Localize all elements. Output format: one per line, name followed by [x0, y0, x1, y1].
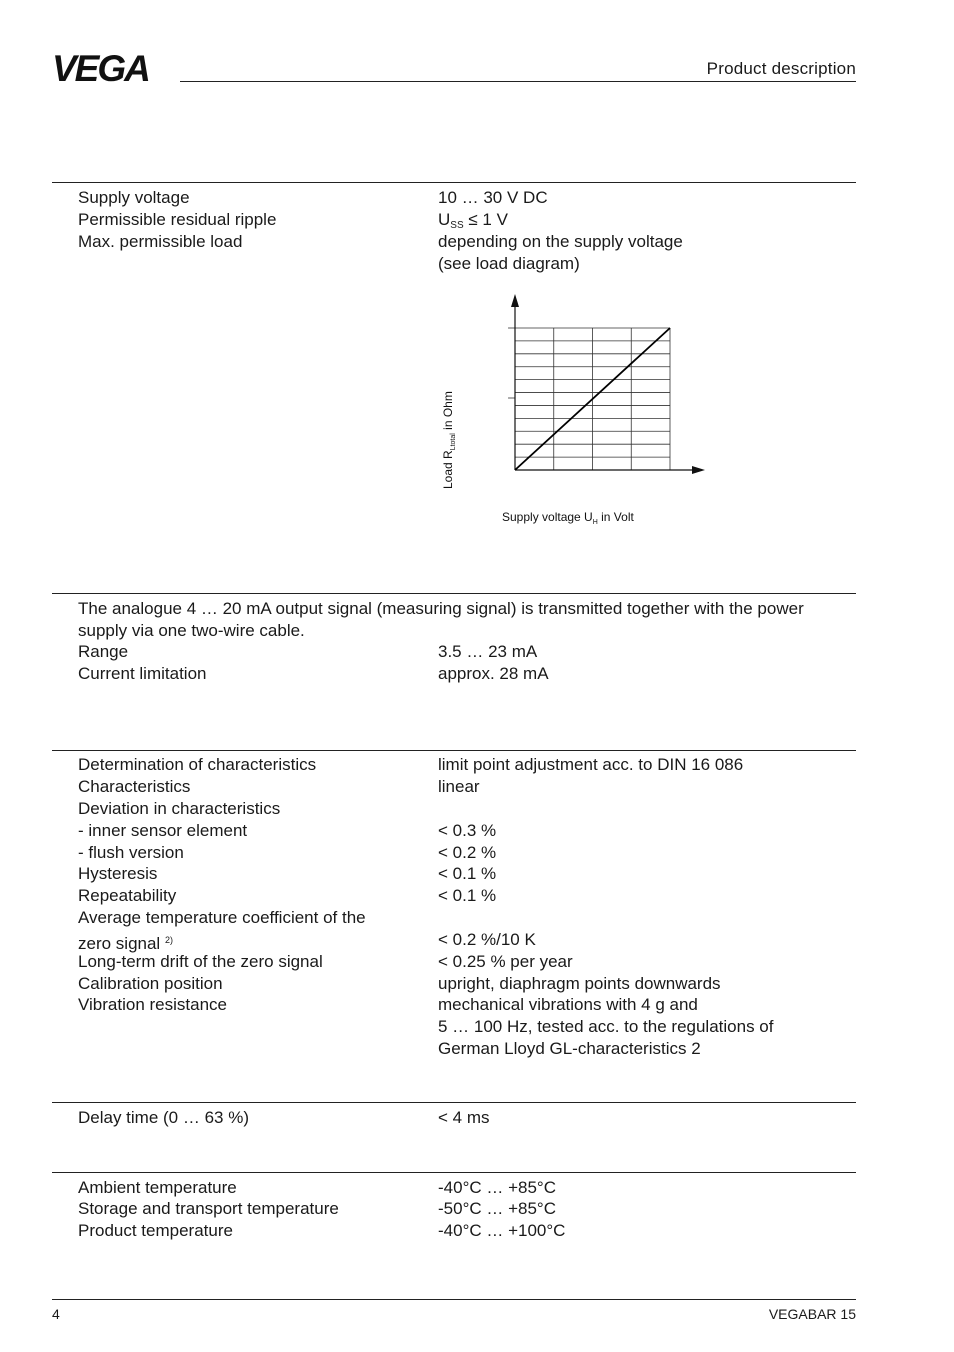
spec-row	[78, 907, 858, 929]
page-number: 4	[52, 1306, 60, 1322]
x-axis-arrow	[692, 466, 705, 474]
spec-row	[78, 209, 858, 231]
spec-value: 3.5 … 23 mA	[438, 642, 538, 661]
spec-label: Calibration position	[78, 974, 223, 993]
spec-row	[78, 885, 858, 907]
spec-label: Product temperature	[78, 1221, 233, 1240]
spec-value: < 4 ms	[438, 1108, 490, 1127]
footer-rule	[52, 1299, 856, 1300]
spec-label: Average temperature coefficient of the	[78, 908, 366, 927]
spec-label: zero signal $^{2)}$	[78, 934, 173, 953]
output-description: The analogue 4 … 20 mA output signal (measuring signal) is transmitted together with the power supply via one two-wire cable.	[78, 599, 804, 640]
vega-logo-text: VEGA	[52, 50, 149, 84]
spec-row	[78, 1038, 858, 1060]
footnote-marker: 2)	[164, 935, 173, 945]
spec-value: limit point adjustment acc. to DIN 16 086	[438, 755, 744, 774]
spec-row	[78, 253, 858, 275]
y-axis-arrow	[511, 294, 519, 307]
spec-row	[78, 863, 858, 885]
spec-label: Vibration resistance	[78, 995, 227, 1014]
vega-logo	[52, 50, 172, 84]
spec-row	[78, 820, 858, 842]
spec-value: $U_{SS} \le 1$ V	[438, 210, 508, 231]
spec-label: - inner sensor element	[78, 821, 248, 840]
spec-row	[78, 929, 858, 951]
spec-label: Long-term drift of the zero signal	[78, 952, 323, 971]
spec-row	[78, 951, 858, 973]
spec-row	[78, 973, 858, 995]
section-divider	[52, 1172, 856, 1173]
spec-value: German Lloyd GL-characteristics 2	[438, 1039, 701, 1058]
spec-value: depending on the supply voltage	[438, 232, 683, 251]
header-rule	[180, 81, 856, 82]
spec-row	[78, 1016, 858, 1038]
x-axis-label: Supply voltage $U_H$ in Volt	[502, 510, 634, 526]
spec-row	[78, 231, 858, 253]
spec-row	[78, 1198, 858, 1220]
spec-value: approx. 28 mA	[438, 664, 549, 683]
spec-value: (see load diagram)	[438, 254, 580, 273]
spec-row	[78, 798, 858, 820]
spec-row	[78, 1177, 858, 1199]
section-divider	[52, 182, 856, 183]
spec-label: - flush version	[78, 843, 184, 862]
spec-row	[78, 663, 858, 685]
spec-row	[78, 754, 858, 776]
spec-label: Permissible residual ripple	[78, 210, 277, 229]
spec-value: 10 … 30 V DC	[438, 188, 548, 207]
spec-row	[78, 842, 858, 864]
spec-label: Characteristics	[78, 777, 191, 796]
spec-value: < 0.1 %	[438, 886, 497, 905]
spec-value: upright, diaphragm points downwards	[438, 974, 721, 993]
spec-label: Delay time (0 … 63 %)	[78, 1108, 249, 1127]
product-name: VEGABAR 15	[768, 1306, 856, 1322]
spec-value: mechanical vibrations with 4 g and	[438, 995, 698, 1014]
spec-value: linear	[438, 777, 480, 796]
section-divider	[52, 750, 856, 751]
y-axis-label: Load $R_{Ltotal}$ in Ohm	[441, 391, 457, 489]
spec-value: < 0.1 %	[438, 864, 497, 883]
spec-label: Max. permissible load	[78, 232, 243, 251]
spec-label: Determination of characteristics	[78, 755, 317, 774]
spec-row	[78, 994, 858, 1016]
spec-row	[78, 641, 858, 663]
spec-value: < 0.25 % per year	[438, 952, 573, 971]
spec-label: Repeatability	[78, 886, 177, 905]
spec-value: -40°C … +100°C	[438, 1221, 566, 1240]
section-divider	[52, 593, 856, 594]
spec-row	[78, 776, 858, 798]
spec-value: < 0.3 %	[438, 821, 497, 840]
spec-label: Ambient temperature	[78, 1178, 237, 1197]
spec-value: < 0.2 %	[438, 843, 497, 862]
spec-label: Supply voltage	[78, 188, 190, 207]
spec-label: Hysteresis	[78, 864, 158, 883]
spec-value: -40°C … +85°C	[438, 1178, 557, 1197]
spec-label: Storage and transport temperature	[78, 1199, 339, 1218]
load-diagram	[430, 285, 720, 535]
spec-label: Deviation in characteristics	[78, 799, 281, 818]
spec-value: 5 … 100 Hz, tested acc. to the regulations of	[438, 1017, 774, 1036]
spec-value: -50°C … +85°C	[438, 1199, 557, 1218]
spec-row	[78, 1107, 858, 1129]
spec-value: < 0.2 %/10 K	[438, 930, 536, 949]
spec-label: Current limitation	[78, 664, 207, 683]
section-title: Product description	[706, 59, 856, 78]
spec-label: Range	[78, 642, 129, 661]
spec-row	[78, 1220, 858, 1242]
section-divider	[52, 1102, 856, 1103]
spec-row	[78, 187, 858, 209]
